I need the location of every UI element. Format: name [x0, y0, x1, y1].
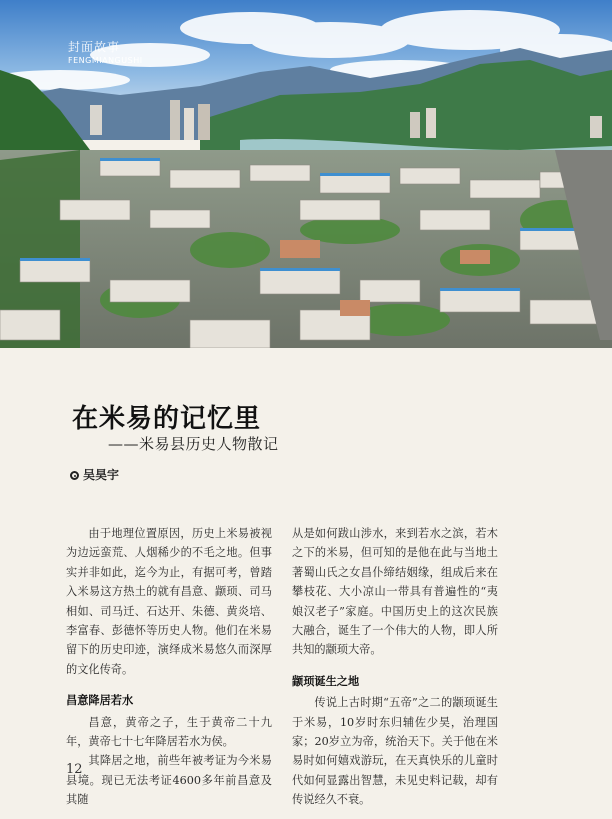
changyi-paragraph-2: 其降居之地，前些年被考证为今米易县境。现已无法考证4600多年前昌意及其随	[66, 754, 272, 807]
author-line	[70, 466, 119, 483]
changyi-paragraph-1: 昌意，黄帝之子，生于黄帝二十九年，黄帝七十七年降居若水为侯。	[66, 715, 272, 749]
page-number: 12	[66, 762, 83, 777]
zhuanxu-paragraph-1: 传说上古时期“五帝”之二的颛顼诞生于米易，10岁时东归辅佐少昊，治理国家；20岁立为帝，统治天下。关于他在米易时如何嬉戏游玩，在天真快乐的儿童时代如何显露出智慧，未见史料记载，却有传说经久不衰。	[292, 696, 498, 807]
right-column	[292, 524, 498, 810]
section-heading-changyi: 昌意降居若水	[66, 694, 134, 708]
article-subtitle: ——米易县历史人物散记	[108, 435, 279, 453]
section-tag	[68, 38, 143, 65]
article-title: 在米易的记忆里	[72, 404, 262, 434]
section-tag-en: FENGMIANGUSHI	[68, 56, 143, 65]
author-name: 吴昊宇	[83, 468, 120, 482]
author-bullet-icon	[70, 471, 79, 480]
continued-paragraph: 从是如何跋山涉水，来到若水之滨，若木之下的米易，但可知的是他在此与当地土著蜀山氏之女昌仆缔结姻缘，组成后来在攀枝花、大小凉山一带具有普遍性的“夷娘汉老子”家庭。中国历史上的这次民族大融合，诞生了一个伟大的人物，即人所共知的颛顼大帝。	[292, 527, 498, 657]
section-heading-zhuanxu: 颛顼诞生之地	[292, 674, 360, 688]
left-column	[66, 524, 272, 810]
section-tag-cn: 封面故事	[68, 40, 121, 54]
intro-paragraph: 由于地理位置原因，历史上米易被视为边远蛮荒、人烟稀少的不毛之地。但事实并非如此，迄今为止，有据可考，曾踏入米易这方热土的就有昌意、颛顼、司马相如、司马迁、石达开、朱德、黄炎培、李富春、彭德怀等历史人物。他们在米易留下的历史印迹，演绎成米易悠久而深厚的文化传奇。	[66, 527, 272, 676]
